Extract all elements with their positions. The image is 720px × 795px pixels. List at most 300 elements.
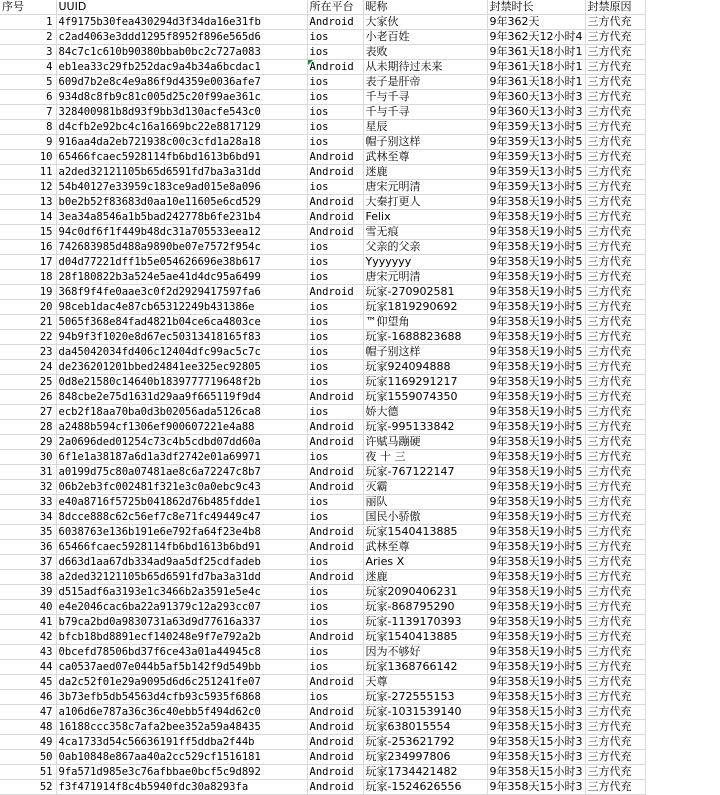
uuid-cell[interactable]: 0bcefd78506bd37f6ce43a01a44945c8 (56, 645, 307, 660)
index-cell[interactable]: 45 (0, 675, 56, 690)
ban-duration-cell[interactable]: 9年358天19小时5 (487, 525, 585, 540)
nickname-cell[interactable]: 玩家2090406231 (363, 585, 487, 600)
ban-duration-cell[interactable]: 9年358天19小时5 (487, 540, 585, 555)
platform-cell[interactable]: Android (307, 465, 363, 480)
uuid-cell[interactable]: 94b9f3f1020e8d67ec50313418165f83 (56, 330, 307, 345)
ban-reason-cell[interactable]: 三方代充 (585, 375, 645, 390)
nickname-cell[interactable]: 星辰 (363, 120, 487, 135)
ban-reason-cell[interactable]: 三方代充 (585, 660, 645, 675)
nickname-cell[interactable]: Felix (363, 210, 487, 225)
index-cell[interactable]: 15 (0, 225, 56, 240)
uuid-cell[interactable]: 4f9175b30fea430294d3f34da16e31fb (56, 15, 307, 30)
index-cell[interactable]: 6 (0, 90, 56, 105)
nickname-cell[interactable]: 天尊 (363, 675, 487, 690)
index-cell[interactable]: 1 (0, 15, 56, 30)
ban-reason-cell[interactable]: 三方代充 (585, 75, 645, 90)
index-cell[interactable]: 17 (0, 255, 56, 270)
nickname-cell[interactable]: 迷鹿 (363, 570, 487, 585)
index-cell[interactable]: 28 (0, 420, 56, 435)
nickname-cell[interactable]: 父亲的父亲 (363, 240, 487, 255)
index-cell[interactable]: 9 (0, 135, 56, 150)
ban-duration-cell[interactable]: 9年358天19小时5 (487, 225, 585, 240)
ban-duration-cell[interactable]: 9年358天19小时5 (487, 255, 585, 270)
ban-duration-cell[interactable]: 9年358天19小时5 (487, 570, 585, 585)
ban-reason-cell[interactable]: 三方代充 (585, 525, 645, 540)
ban-reason-cell[interactable]: 三方代充 (585, 210, 645, 225)
nickname-cell[interactable]: 娇大德 (363, 405, 487, 420)
platform-cell[interactable]: Android (307, 705, 363, 720)
uuid-cell[interactable]: d04d77221dff1b5e054626696e38b617 (56, 255, 307, 270)
ban-duration-cell[interactable]: 9年358天15小时3 (487, 735, 585, 750)
platform-cell[interactable]: ios (307, 450, 363, 465)
ban-duration-cell[interactable]: 9年358天19小时5 (487, 480, 585, 495)
ban-duration-cell[interactable]: 9年358天19小时5 (487, 195, 585, 210)
ban-duration-cell[interactable]: 9年358天19小时5 (487, 465, 585, 480)
uuid-cell[interactable]: e4e2046cac6ba22a91379c12a293cc07 (56, 600, 307, 615)
nickname-cell[interactable]: 玩家924094888 (363, 360, 487, 375)
index-cell[interactable]: 49 (0, 735, 56, 750)
uuid-cell[interactable]: 0d8e21580c14640b1839777719648f2b (56, 375, 307, 390)
ban-reason-cell[interactable]: 三方代充 (585, 750, 645, 765)
index-cell[interactable]: 27 (0, 405, 56, 420)
header-cell-ban-duration[interactable]: 封禁时长 (487, 0, 585, 15)
uuid-cell[interactable]: a2488b594cf1306ef900607221e4a88 (56, 420, 307, 435)
uuid-cell[interactable]: 6f1e1a38187a6d1a3df2742e01a69971 (56, 450, 307, 465)
index-cell[interactable]: 41 (0, 615, 56, 630)
ban-reason-cell[interactable]: 三方代充 (585, 450, 645, 465)
ban-duration-cell[interactable]: 9年358天19小时5 (487, 660, 585, 675)
nickname-cell[interactable]: 大秦打更人 (363, 195, 487, 210)
index-cell[interactable]: 30 (0, 450, 56, 465)
index-cell[interactable]: 18 (0, 270, 56, 285)
ban-duration-cell[interactable]: 9年358天19小时5 (487, 435, 585, 450)
platform-cell[interactable]: ios (307, 255, 363, 270)
platform-cell[interactable]: Android (307, 750, 363, 765)
index-cell[interactable]: 43 (0, 645, 56, 660)
uuid-cell[interactable]: 848cbe2e75d1631d29aa9f665119f9d4 (56, 390, 307, 405)
platform-cell[interactable] (307, 60, 363, 75)
header-cell-platform[interactable]: 所在平台 (307, 0, 363, 15)
uuid-cell[interactable]: da2c52f01e29a9095d6d6c251241fe07 (56, 675, 307, 690)
platform-cell[interactable]: ios (307, 180, 363, 195)
nickname-cell[interactable]: 千与千寻 (363, 105, 487, 120)
index-cell[interactable]: 26 (0, 390, 56, 405)
ban-reason-cell[interactable]: 三方代充 (585, 435, 645, 450)
platform-cell[interactable]: ios (307, 495, 363, 510)
uuid-cell[interactable]: bfcb18bd8891ecf140248e9f7e792a2b (56, 630, 307, 645)
ban-duration-cell[interactable]: 9年358天19小时5 (487, 240, 585, 255)
index-cell[interactable]: 25 (0, 375, 56, 390)
uuid-cell[interactable]: 9fa571d985e3c76afbbae0bcf5c9d892 (56, 765, 307, 780)
platform-cell[interactable]: Android (307, 225, 363, 240)
platform-cell[interactable]: ios (307, 600, 363, 615)
nickname-cell[interactable]: 玩家1734421482 (363, 765, 487, 780)
platform-cell[interactable]: ios (307, 555, 363, 570)
uuid-cell[interactable]: 4ca1733d54c56636191ff5ddba2f44b (56, 735, 307, 750)
uuid-cell[interactable]: 5065f368e84fad4821b04ce6ca4803ce (56, 315, 307, 330)
ban-duration-cell[interactable]: 9年361天18小时1 (487, 75, 585, 90)
ban-reason-cell[interactable]: 三方代充 (585, 255, 645, 270)
uuid-cell[interactable]: a0199d75c80a07481ae8c6a72247c8b7 (56, 465, 307, 480)
ban-duration-cell[interactable]: 9年358天19小时5 (487, 555, 585, 570)
uuid-cell[interactable]: 3ea34a8546a1b5bad242778b6fe231b4 (56, 210, 307, 225)
nickname-cell[interactable]: 唐宋元明清 (363, 180, 487, 195)
platform-cell[interactable]: ios (307, 300, 363, 315)
header-cell-index[interactable]: 序号 (0, 0, 56, 15)
platform-cell[interactable]: ios (307, 45, 363, 60)
ban-reason-cell[interactable]: 三方代充 (585, 540, 645, 555)
ban-reason-cell[interactable]: 三方代充 (585, 645, 645, 660)
nickname-cell[interactable]: 玩家1368766142 (363, 660, 487, 675)
uuid-cell[interactable]: 84c7c1c610b90380bbab0bc2c727a083 (56, 45, 307, 60)
uuid-cell[interactable]: 8dcce888c62c56ef7c8e71fc49449c47 (56, 510, 307, 525)
index-cell[interactable]: 36 (0, 540, 56, 555)
ban-duration-cell[interactable]: 9年358天19小时5 (487, 510, 585, 525)
index-cell[interactable]: 14 (0, 210, 56, 225)
index-cell[interactable]: 2 (0, 30, 56, 45)
ban-reason-cell[interactable]: 三方代充 (585, 765, 645, 780)
uuid-cell[interactable]: 3b73efb5db54563d4cfb93c5935f6868 (56, 690, 307, 705)
nickname-cell[interactable]: 玩家1540413885 (363, 525, 487, 540)
ban-reason-cell[interactable]: 三方代充 (585, 135, 645, 150)
ban-duration-cell[interactable]: 9年360天13小时3 (487, 90, 585, 105)
index-cell[interactable]: 24 (0, 360, 56, 375)
uuid-cell[interactable]: 65466fcaec5928114fb6bd1613b6bd91 (56, 150, 307, 165)
ban-reason-cell[interactable]: 三方代充 (585, 90, 645, 105)
platform-cell[interactable]: Android (307, 420, 363, 435)
ban-duration-cell[interactable]: 9年359天13小时5 (487, 180, 585, 195)
ban-reason-cell[interactable]: 三方代充 (585, 555, 645, 570)
platform-cell[interactable]: ios (307, 315, 363, 330)
uuid-cell[interactable]: 94c0df6f1f449b48dc31a705533eea12 (56, 225, 307, 240)
ban-duration-cell[interactable]: 9年360天13小时3 (487, 105, 585, 120)
platform-cell[interactable]: Android (307, 195, 363, 210)
index-cell[interactable]: 48 (0, 720, 56, 735)
uuid-cell[interactable]: eb1ea33c29fb252dac9a4b34a6bcdac1 (56, 60, 307, 75)
ban-duration-cell[interactable]: 9年358天19小时5 (487, 330, 585, 345)
index-cell[interactable]: 7 (0, 105, 56, 120)
ban-reason-cell[interactable]: 三方代充 (585, 735, 645, 750)
ban-duration-cell[interactable]: 9年358天15小时3 (487, 690, 585, 705)
platform-cell[interactable]: Android (307, 675, 363, 690)
uuid-cell[interactable]: a2ded32121105b65d6591fd7ba3a31dd (56, 165, 307, 180)
nickname-cell[interactable]: 玩家-1524626556 (363, 780, 487, 795)
index-cell[interactable]: 37 (0, 555, 56, 570)
ban-duration-cell[interactable]: 9年358天15小时3 (487, 780, 585, 795)
platform-cell[interactable]: ios (307, 120, 363, 135)
ban-reason-cell[interactable]: 三方代充 (585, 690, 645, 705)
ban-reason-cell[interactable]: 三方代充 (585, 315, 645, 330)
ban-duration-cell[interactable]: 9年358天19小时5 (487, 390, 585, 405)
platform-cell[interactable]: ios (307, 105, 363, 120)
index-cell[interactable]: 11 (0, 165, 56, 180)
nickname-cell[interactable]: Aries X (363, 555, 487, 570)
nickname-cell[interactable]: 夜 十 三 (363, 450, 487, 465)
ban-duration-cell[interactable]: 9年358天15小时3 (487, 720, 585, 735)
ban-reason-cell[interactable]: 三方代充 (585, 495, 645, 510)
uuid-cell[interactable]: 934d8c8fb9c81c005d25c20f99ae361c (56, 90, 307, 105)
index-cell[interactable]: 44 (0, 660, 56, 675)
ban-duration-cell[interactable]: 9年359天13小时5 (487, 165, 585, 180)
index-cell[interactable]: 40 (0, 600, 56, 615)
uuid-cell[interactable]: da45042034fd406c12404dfc99ac5c7c (56, 345, 307, 360)
nickname-cell[interactable]: 丽队 (363, 495, 487, 510)
ban-duration-cell[interactable]: 9年358天19小时5 (487, 645, 585, 660)
nickname-cell[interactable]: 玩家638015554 (363, 720, 487, 735)
platform-cell[interactable]: ios (307, 270, 363, 285)
nickname-cell[interactable]: 玩家-272555153 (363, 690, 487, 705)
ban-reason-cell[interactable]: 三方代充 (585, 195, 645, 210)
ban-duration-cell[interactable]: 9年362天 (487, 15, 585, 30)
ban-reason-cell[interactable]: 三方代充 (585, 675, 645, 690)
index-cell[interactable]: 38 (0, 570, 56, 585)
nickname-cell[interactable]: 国民小骄傲 (363, 510, 487, 525)
uuid-cell[interactable]: d663d1aa67db334ad9aa5df25cdfadeb (56, 555, 307, 570)
platform-cell[interactable]: ios (307, 90, 363, 105)
ban-reason-cell[interactable]: 三方代充 (585, 120, 645, 135)
platform-cell[interactable]: Android (307, 720, 363, 735)
nickname-cell[interactable]: 玩家1540413885 (363, 630, 487, 645)
index-cell[interactable]: 50 (0, 750, 56, 765)
platform-cell[interactable]: Android (307, 480, 363, 495)
platform-cell[interactable]: Android (307, 630, 363, 645)
platform-cell[interactable]: ios (307, 75, 363, 90)
platform-cell[interactable]: ios (307, 360, 363, 375)
ban-reason-cell[interactable]: 三方代充 (585, 330, 645, 345)
ban-reason-cell[interactable]: 三方代充 (585, 270, 645, 285)
ban-duration-cell[interactable]: 9年358天19小时5 (487, 420, 585, 435)
ban-duration-cell[interactable]: 9年358天19小时5 (487, 600, 585, 615)
ban-reason-cell[interactable]: 三方代充 (585, 780, 645, 795)
uuid-cell[interactable]: b0e2b52f83683d0aa10e11605e6cd529 (56, 195, 307, 210)
uuid-cell[interactable]: 65466fcaec5928114fb6bd1613b6bd91 (56, 540, 307, 555)
ban-reason-cell[interactable]: 三方代充 (585, 405, 645, 420)
ban-reason-cell[interactable]: 三方代充 (585, 600, 645, 615)
ban-reason-cell[interactable]: 三方代充 (585, 165, 645, 180)
platform-cell[interactable]: Android (307, 150, 363, 165)
uuid-cell[interactable]: 16188ccc358c7afa2bee352a59a48435 (56, 720, 307, 735)
index-cell[interactable]: 32 (0, 480, 56, 495)
nickname-cell[interactable]: 许赋马蹦硬 (363, 435, 487, 450)
platform-cell[interactable]: Android (307, 570, 363, 585)
nickname-cell[interactable]: 帽子别这样 (363, 135, 487, 150)
platform-cell[interactable]: ios (307, 30, 363, 45)
platform-cell[interactable]: ios (307, 345, 363, 360)
ban-duration-cell[interactable]: 9年358天19小时5 (487, 285, 585, 300)
ban-reason-cell[interactable]: 三方代充 (585, 465, 645, 480)
index-cell[interactable]: 51 (0, 765, 56, 780)
ban-duration-cell[interactable]: 9年359天13小时5 (487, 135, 585, 150)
index-cell[interactable]: 13 (0, 195, 56, 210)
uuid-cell[interactable]: a2ded32121105b65d6591fd7ba3a31dd (56, 570, 307, 585)
index-cell[interactable]: 31 (0, 465, 56, 480)
ban-duration-cell[interactable]: 9年359天13小时5 (487, 120, 585, 135)
ban-reason-cell[interactable]: 三方代充 (585, 360, 645, 375)
nickname-cell[interactable]: 玩家-1031539140 (363, 705, 487, 720)
index-cell[interactable]: 23 (0, 345, 56, 360)
ban-reason-cell[interactable]: 三方代充 (585, 570, 645, 585)
index-cell[interactable]: 35 (0, 525, 56, 540)
header-cell-nickname[interactable]: 昵称 (363, 0, 487, 15)
uuid-cell[interactable]: 916aa4da2eb721938c00c3cfd1a28a18 (56, 135, 307, 150)
nickname-cell[interactable]: 灭霸 (363, 480, 487, 495)
header-cell-ban-reason[interactable]: 封禁原因 (585, 0, 645, 15)
index-cell[interactable]: 19 (0, 285, 56, 300)
ban-reason-cell[interactable]: 三方代充 (585, 585, 645, 600)
ban-reason-cell[interactable]: 三方代充 (585, 240, 645, 255)
ban-reason-cell[interactable]: 三方代充 (585, 720, 645, 735)
uuid-cell[interactable]: b79ca2bd0a9830731a63d9d77616a337 (56, 615, 307, 630)
nickname-cell[interactable]: 玩家1819290692 (363, 300, 487, 315)
index-cell[interactable]: 46 (0, 690, 56, 705)
platform-cell[interactable]: Android (307, 525, 363, 540)
uuid-cell[interactable]: 368f9f4fe0aae3c0f2d2929417597fa6 (56, 285, 307, 300)
ban-reason-cell[interactable]: 三方代充 (585, 420, 645, 435)
platform-cell[interactable]: Android (307, 765, 363, 780)
ban-reason-cell[interactable]: 三方代充 (585, 15, 645, 30)
uuid-cell[interactable]: 54b40127e33959c183ce9ad015e8a096 (56, 180, 307, 195)
ban-duration-cell[interactable]: 9年358天19小时5 (487, 300, 585, 315)
uuid-cell[interactable]: 28f180822b3a524e5ae41d4dc95a6499 (56, 270, 307, 285)
nickname-cell[interactable]: 玩家1559074350 (363, 390, 487, 405)
ban-reason-cell[interactable]: 三方代充 (585, 615, 645, 630)
ban-reason-cell[interactable]: 三方代充 (585, 285, 645, 300)
index-cell[interactable]: 22 (0, 330, 56, 345)
ban-duration-cell[interactable]: 9年361天18小时1 (487, 45, 585, 60)
nickname-cell[interactable]: 玩家-767122147 (363, 465, 487, 480)
uuid-cell[interactable]: 328400981b8d93f9bb3d130acfe543c0 (56, 105, 307, 120)
index-cell[interactable]: 39 (0, 585, 56, 600)
ban-duration-cell[interactable]: 9年358天19小时5 (487, 675, 585, 690)
ban-duration-cell[interactable]: 9年358天15小时3 (487, 765, 585, 780)
nickname-cell[interactable]: 唐宋元明清 (363, 270, 487, 285)
uuid-cell[interactable]: d4cfb2e92bc4c16a1669bc22e8817129 (56, 120, 307, 135)
platform-cell[interactable]: Android (307, 210, 363, 225)
index-cell[interactable]: 52 (0, 780, 56, 795)
nickname-cell[interactable]: 表败 (363, 45, 487, 60)
platform-cell[interactable]: ios (307, 135, 363, 150)
platform-cell[interactable]: Android (307, 540, 363, 555)
platform-cell[interactable]: ios (307, 585, 363, 600)
nickname-cell[interactable]: 因为不够好 (363, 645, 487, 660)
platform-cell[interactable]: Android (307, 735, 363, 750)
ban-duration-cell[interactable]: 9年362天12小时4 (487, 30, 585, 45)
header-cell-uuid[interactable]: UUID (56, 0, 307, 15)
nickname-cell[interactable]: 玩家-868795290 (363, 600, 487, 615)
ban-reason-cell[interactable]: 三方代充 (585, 630, 645, 645)
ban-reason-cell[interactable]: 三方代充 (585, 150, 645, 165)
uuid-cell[interactable]: a106d6e787a36c36c40ebb5f494d62c0 (56, 705, 307, 720)
index-cell[interactable]: 33 (0, 495, 56, 510)
nickname-cell[interactable]: 表子是肝帝 (363, 75, 487, 90)
platform-cell[interactable]: ios (307, 660, 363, 675)
platform-cell[interactable]: ios (307, 690, 363, 705)
ban-reason-cell[interactable]: 三方代充 (585, 45, 645, 60)
uuid-cell[interactable]: de236201201bbed24841ee325ec92805 (56, 360, 307, 375)
uuid-cell[interactable]: 2a0696ded01254c73c4b5cdbd07dd60a (56, 435, 307, 450)
ban-reason-cell[interactable]: 三方代充 (585, 345, 645, 360)
nickname-cell[interactable]: 小老百姓 (363, 30, 487, 45)
ban-reason-cell[interactable]: 三方代充 (585, 705, 645, 720)
platform-cell[interactable]: Android (307, 780, 363, 795)
platform-cell[interactable]: ios (307, 375, 363, 390)
nickname-cell[interactable]: 雪无痕 (363, 225, 487, 240)
uuid-cell[interactable]: 742683985d488a9890be07e7572f954c (56, 240, 307, 255)
ban-duration-cell[interactable]: 9年358天15小时3 (487, 705, 585, 720)
ban-reason-cell[interactable]: 三方代充 (585, 225, 645, 240)
platform-cell[interactable]: Android (307, 435, 363, 450)
nickname-cell[interactable]: 玩家-1139170393 (363, 615, 487, 630)
nickname-cell[interactable]: 玩家234997806 (363, 750, 487, 765)
ban-reason-cell[interactable]: 三方代充 (585, 105, 645, 120)
nickname-cell[interactable]: 武林至尊 (363, 540, 487, 555)
ban-duration-cell[interactable]: 9年358天19小时5 (487, 345, 585, 360)
uuid-cell[interactable]: ca0537aed07e044b5af5b142f9d549bb (56, 660, 307, 675)
uuid-cell[interactable]: d515adf6a3193e1c3466b2a3591e5e4c (56, 585, 307, 600)
ban-duration-cell[interactable]: 9年358天19小时5 (487, 375, 585, 390)
index-cell[interactable]: 42 (0, 630, 56, 645)
platform-cell[interactable]: Android (307, 390, 363, 405)
ban-duration-cell[interactable]: 9年358天19小时5 (487, 315, 585, 330)
uuid-cell[interactable]: ecb2f18aa70ba0d3b02056ada5126ca8 (56, 405, 307, 420)
index-cell[interactable]: 21 (0, 315, 56, 330)
nickname-cell[interactable]: 从未期待过未来 (363, 60, 487, 75)
index-cell[interactable]: 10 (0, 150, 56, 165)
ban-duration-cell[interactable]: 9年358天19小时5 (487, 270, 585, 285)
platform-cell[interactable]: ios (307, 330, 363, 345)
nickname-cell[interactable]: 玩家1169291217 (363, 375, 487, 390)
ban-duration-cell[interactable]: 9年358天19小时5 (487, 585, 585, 600)
ban-reason-cell[interactable]: 三方代充 (585, 60, 645, 75)
ban-reason-cell[interactable]: 三方代充 (585, 480, 645, 495)
ban-reason-cell[interactable]: 三方代充 (585, 510, 645, 525)
platform-cell[interactable]: ios (307, 405, 363, 420)
index-cell[interactable]: 5 (0, 75, 56, 90)
index-cell[interactable]: 29 (0, 435, 56, 450)
uuid-cell[interactable]: f3f471914f8c4b5940fdc30a8293fa (56, 780, 307, 795)
platform-cell[interactable]: Android (307, 15, 363, 30)
uuid-cell[interactable]: e40a8716f5725b041862d76b485fdde1 (56, 495, 307, 510)
platform-cell[interactable]: ios (307, 645, 363, 660)
platform-cell[interactable]: Android (307, 285, 363, 300)
ban-duration-cell[interactable]: 9年358天19小时5 (487, 495, 585, 510)
index-cell[interactable]: 34 (0, 510, 56, 525)
ban-duration-cell[interactable]: 9年358天19小时5 (487, 405, 585, 420)
nickname-cell[interactable]: ™仰望角 (363, 315, 487, 330)
nickname-cell[interactable]: 迷鹿 (363, 165, 487, 180)
index-cell[interactable]: 3 (0, 45, 56, 60)
ban-duration-cell[interactable]: 9年358天19小时5 (487, 450, 585, 465)
index-cell[interactable]: 16 (0, 240, 56, 255)
ban-duration-cell[interactable]: 9年359天13小时5 (487, 150, 585, 165)
platform-cell[interactable]: ios (307, 240, 363, 255)
nickname-cell[interactable]: 玩家-270902581 (363, 285, 487, 300)
ban-reason-cell[interactable]: 三方代充 (585, 30, 645, 45)
index-cell[interactable]: 47 (0, 705, 56, 720)
uuid-cell[interactable]: c2ad4063e3ddd1295f8952f896e565d6 (56, 30, 307, 45)
nickname-cell[interactable]: 玩家-1688823688 (363, 330, 487, 345)
nickname-cell[interactable]: 大家伙 (363, 15, 487, 30)
uuid-cell[interactable]: 609d7b2e8c4e9a86f9d4359e0036afe7 (56, 75, 307, 90)
uuid-cell[interactable]: 6038763e136b191e6e792fa64f23e4b8 (56, 525, 307, 540)
ban-reason-cell[interactable]: 三方代充 (585, 390, 645, 405)
platform-cell[interactable]: Android (307, 165, 363, 180)
nickname-cell[interactable]: 玩家-995133842 (363, 420, 487, 435)
nickname-cell[interactable]: Yyyyyyy (363, 255, 487, 270)
nickname-cell[interactable]: 帽子别这样 (363, 345, 487, 360)
ban-reason-cell[interactable]: 三方代充 (585, 180, 645, 195)
nickname-cell[interactable]: 千与千寻 (363, 90, 487, 105)
